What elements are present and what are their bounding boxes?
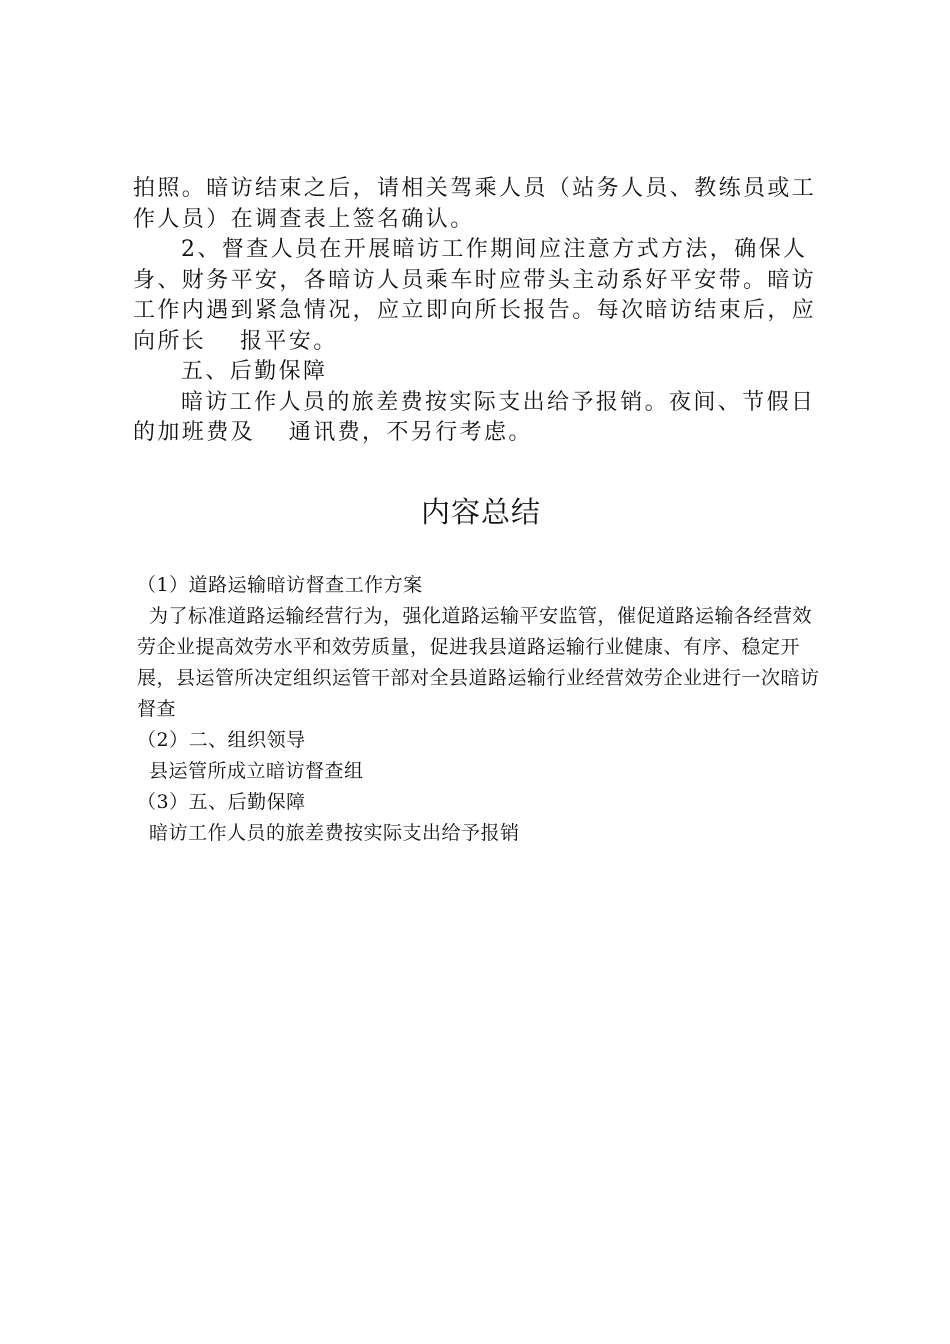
summary-item-heading: （1）道路运输暗访督查工作方案 (137, 574, 423, 596)
summary-item-text: 暗访工作人员的旅差费按实际支出给予报销 (149, 822, 520, 844)
summary-item-text: 县运管所成立暗访督查组 (149, 760, 364, 782)
summary-item-heading: （3）五、后勤保障 (137, 791, 306, 813)
summary-title: 内容总结 (420, 495, 541, 529)
section-heading-logistics: 五、后勤保障 (181, 359, 328, 384)
paragraph-travel-expenses: 暗访工作人员的旅差费按实际支出给予报销。夜间、节假日的加班费及 通讯费，不另行考虑。 (133, 389, 816, 445)
summary-section (137, 570, 827, 849)
summary-item-heading: （2）二、组织领导 (137, 729, 306, 751)
summary-item-text: 为了标准道路运输经营行为，强化道路运输平安监管，催促道路运输各经营效劳企业提高效劳水平和效劳质量，促进我县道路运输行业健康、有序、稳定开展，县运管所决定组织运管干部对全县道路运输行业经营效劳企业进行一次暗访督查 (137, 605, 820, 720)
paragraph-inspector-safety: 2、督查人员在开展暗访工作期间应注意方式方法，确保人身、财务平安，各暗访人员乘车时应带头主动系好平安带。暗访工作内遇到紧急情况，应立即向所长报告。每次暗访结束后，应向所长 报平安。 (133, 237, 817, 354)
paragraph-photo-confirm: 拍照。暗访结束之后，请相关驾乘人员（站务人员、教练员或工作人员）在调查表上签名确认。 (133, 176, 817, 232)
document-body (133, 174, 823, 449)
